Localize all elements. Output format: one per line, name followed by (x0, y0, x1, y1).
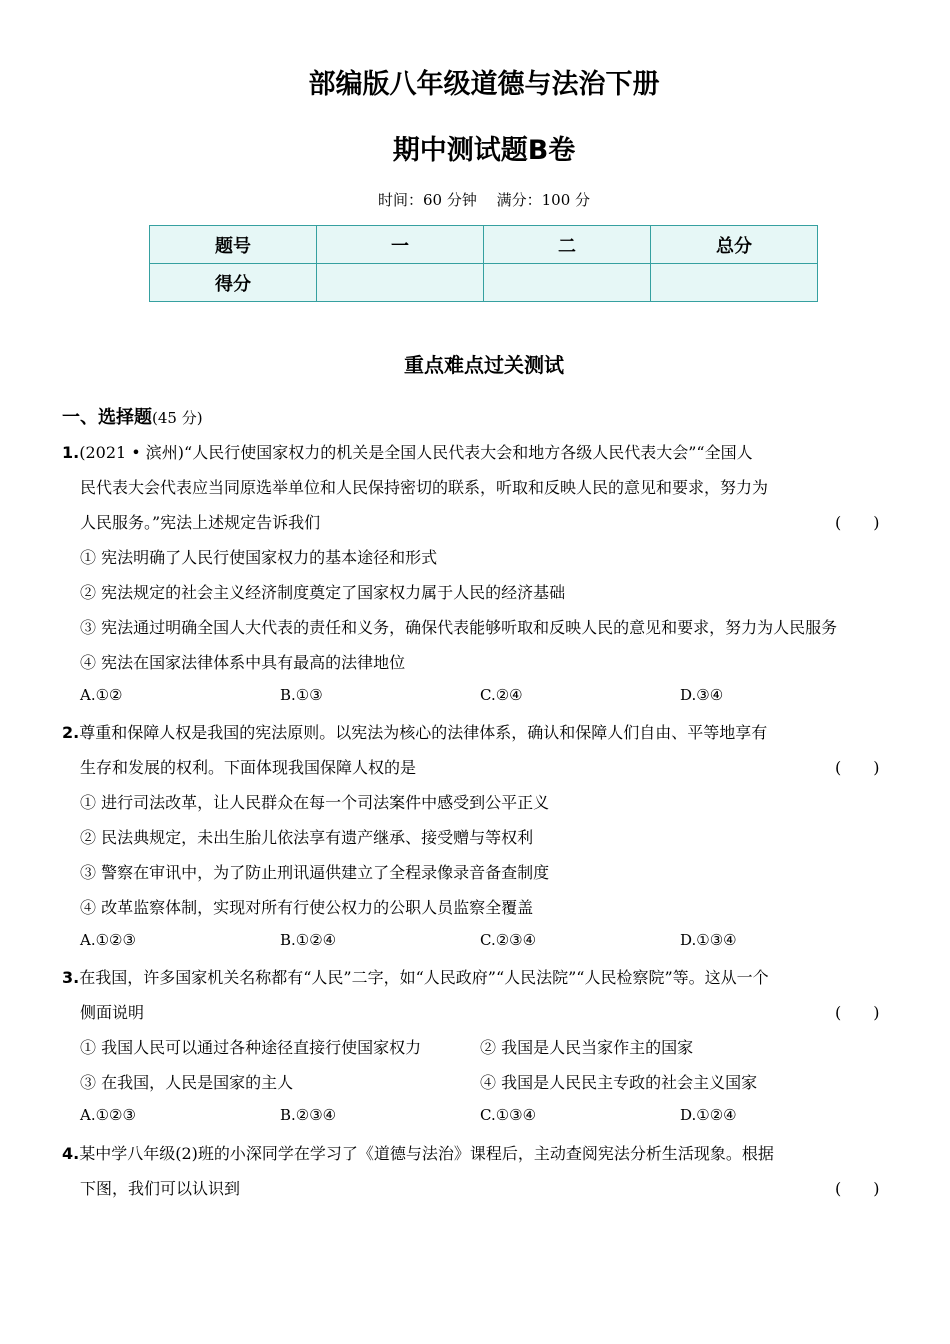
option-b[interactable]: B.①②④ (280, 931, 337, 949)
part-heading (62, 403, 203, 429)
question-number: 3. (62, 968, 80, 987)
statement-item: ① 进行司法改革，让人民群众在每一个司法案件中感受到公平正义 (80, 793, 550, 812)
question-text: 生存和发展的权利。下面体现我国保障人权的是 (80, 758, 417, 777)
option-b[interactable]: B.②③④ (280, 1106, 337, 1124)
question-3-line (62, 965, 769, 988)
question-1-line (62, 440, 753, 463)
answer-blank[interactable]: ( ) (835, 758, 880, 777)
option-d[interactable]: D.①③④ (680, 931, 737, 949)
question-text: 尊重和保障人权是我国的宪法原则。以宪法为核心的法律体系，确认和保障人们自由、平等地享有 (79, 723, 768, 742)
option-d[interactable]: D.③④ (680, 686, 724, 704)
statement-item: ① 我国人民可以通过各种途径直接行使国家权力 (80, 1038, 422, 1057)
option-a[interactable]: A.①②③ (80, 1106, 136, 1124)
question-text: 在我国，许多国家机关名称都有“人民”二字，如“人民政府”“人民法院”“人民检察院”等。这从一个 (79, 968, 769, 987)
option-d[interactable]: D.①②④ (680, 1106, 737, 1124)
statement-item: ④ 我国是人民民主专政的社会主义国家 (480, 1073, 758, 1092)
score-table-header-row (150, 226, 818, 264)
section-title: 重点难点过关测试 (404, 353, 564, 377)
option-a[interactable]: A.①② (80, 686, 123, 704)
score-cell: 一 (317, 226, 484, 264)
answer-blank[interactable]: ( ) (835, 1179, 880, 1198)
option-c[interactable]: C.①③④ (480, 1106, 537, 1124)
question-text: 某中学八年级(2)班的小深同学在学习了《道德与法治》课程后，主动查阅宪法分析生活现象。根据 (79, 1144, 774, 1163)
answer-blank[interactable]: ( ) (835, 1003, 880, 1022)
score-cell: 得分 (150, 264, 317, 302)
document-title: 部编版八年级道德与法治下册 (308, 69, 660, 100)
statement-item: ③ 警察在审讯中，为了防止刑讯逼供建立了全程录像录音备查制度 (80, 863, 550, 882)
option-c[interactable]: C.②③④ (480, 931, 537, 949)
question-number: 4. (62, 1144, 80, 1163)
question-number: 2. (62, 723, 80, 742)
question-4-line (62, 1141, 774, 1164)
option-c[interactable]: C.②④ (480, 686, 523, 704)
statement-item: ② 宪法规定的社会主义经济制度奠定了国家权力属于人民的经济基础 (80, 583, 566, 602)
statement-item: ② 民法典规定，未出生胎儿依法享有遗产继承、接受赠与等权利 (80, 828, 534, 847)
statement-item: ④ 宪法在国家法律体系中具有最高的法律地位 (80, 653, 406, 672)
document-subtitle: 期中测试题B卷 (392, 135, 576, 166)
score-input-cell[interactable] (651, 264, 818, 302)
statement-item: ③ 在我国，人民是国家的主人 (80, 1073, 294, 1092)
question-text: 下图，我们可以认识到 (80, 1179, 241, 1198)
question-2-line (62, 720, 767, 743)
question-number: 1. (62, 443, 80, 462)
score-table-score-row (150, 264, 818, 302)
part-points: (45 分) (152, 409, 203, 427)
score-table (149, 225, 818, 302)
question-text: (2021 • 滨州)“人民行使国家权力的机关是全国人民代表大会和地方各级人民代表大会”“全国人 (79, 443, 753, 462)
exam-info: 时间：60 分钟 满分：100 分 (377, 191, 591, 209)
score-cell: 总分 (651, 226, 818, 264)
part-title: 一、选择题 (62, 407, 152, 428)
question-text: 人民服务。”宪法上述规定告诉我们 (80, 513, 321, 532)
answer-blank[interactable]: ( ) (835, 513, 880, 532)
option-b[interactable]: B.①③ (280, 686, 323, 704)
option-a[interactable]: A.①②③ (80, 931, 136, 949)
question-text: 侧面说明 (80, 1003, 145, 1022)
score-cell: 二 (484, 226, 651, 264)
score-input-cell[interactable] (484, 264, 651, 302)
statement-item: ④ 改革监察体制，实现对所有行使公权力的公职人员监察全覆盖 (80, 898, 534, 917)
score-cell: 题号 (150, 226, 317, 264)
score-input-cell[interactable] (317, 264, 484, 302)
question-text: 民代表大会代表应当同原选举单位和人民保持密切的联系，听取和反映人民的意见和要求，努力为 (80, 478, 769, 497)
statement-item: ② 我国是人民当家作主的国家 (480, 1038, 694, 1057)
statement-item: ① 宪法明确了人民行使国家权力的基本途径和形式 (80, 548, 438, 567)
statement-item: ③ 宪法通过明确全国人大代表的责任和义务，确保代表能够听取和反映人民的意见和要求，努力为人民服务 (80, 618, 838, 637)
